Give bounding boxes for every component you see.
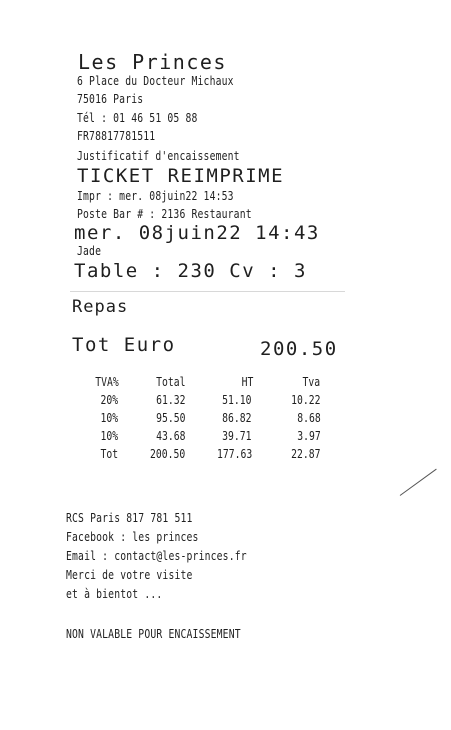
pen-mark (400, 469, 437, 496)
order-category: Repas (72, 297, 129, 317)
total-value: 200.50 (260, 338, 338, 360)
store-vat-id: FR78817781511 (77, 128, 156, 143)
thanks-line: Merci de votre visite (66, 567, 193, 582)
invalid-notice: NON VALABLE POUR ENCAISSEMENT (66, 626, 241, 641)
table-row (82, 410, 342, 428)
print-timestamp: Impr : mer. 08juin22 14:53 (77, 188, 234, 203)
table-row (82, 446, 342, 464)
vat-header-ht: HT (241, 374, 254, 389)
vat-table-header (82, 374, 342, 392)
facebook-line: Facebook : les princes (66, 529, 199, 544)
vat-total: 200.50 (149, 446, 186, 461)
vat-tva: 3.97 (297, 428, 321, 443)
store-city: 75016 Paris (77, 91, 144, 106)
vat-ht: 177.63 (216, 446, 253, 461)
email-line: Email : contact@les-princes.fr (66, 548, 247, 563)
goodbye-line: et à bientot ... (66, 586, 163, 601)
vat-header-total: Total (156, 374, 186, 389)
ticket-date: mer. 08juin22 14:43 (74, 222, 320, 244)
divider (70, 291, 345, 292)
vat-ht: 39.71 (222, 428, 252, 443)
store-phone: Tél : 01 46 51 05 88 (77, 110, 198, 125)
store-address: 6 Place du Docteur Michaux (77, 73, 234, 88)
vat-rate: 20% (100, 392, 119, 407)
vat-total: 61.32 (156, 392, 186, 407)
vat-header-rate: TVA% (95, 374, 119, 389)
total-label: Tot Euro (72, 334, 176, 356)
reprint-title: TICKET REIMPRIME (77, 165, 285, 187)
document-type: Justificatif d'encaissement (77, 148, 240, 163)
waiter-name: Jade (77, 243, 102, 258)
vat-tva: 10.22 (291, 392, 321, 407)
vat-rate: 10% (100, 428, 119, 443)
store-name: Les Princes (78, 50, 227, 74)
vat-header-tva: Tva (302, 374, 321, 389)
vat-ht: 51.10 (222, 392, 252, 407)
vat-tva: 8.68 (297, 410, 321, 425)
vat-rate: 10% (100, 410, 119, 425)
rcs-number: RCS Paris 817 781 511 (66, 510, 193, 525)
vat-table (82, 374, 342, 464)
vat-ht: 86.82 (222, 410, 252, 425)
table-row (82, 392, 342, 410)
vat-rate: Tot (100, 446, 119, 461)
table-row (82, 428, 342, 446)
vat-tva: 22.87 (291, 446, 321, 461)
post-line: Poste Bar # : 2136 Restaurant (77, 206, 252, 221)
table-line: Table : 230 Cv : 3 (74, 260, 307, 282)
vat-total: 43.68 (156, 428, 186, 443)
vat-total: 95.50 (156, 410, 186, 425)
